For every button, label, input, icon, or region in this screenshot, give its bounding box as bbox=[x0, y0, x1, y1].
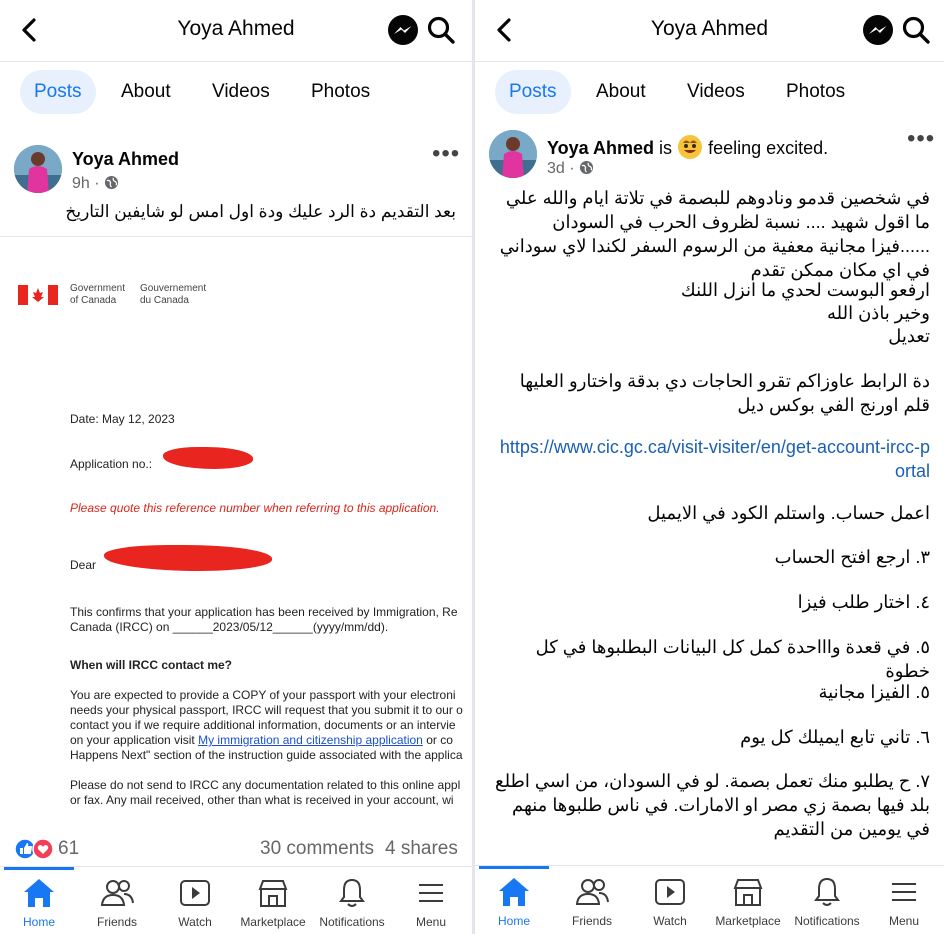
nav-label: Friends bbox=[96, 915, 137, 929]
tab-posts[interactable]: Posts bbox=[20, 70, 96, 114]
nav-home[interactable] bbox=[475, 876, 553, 928]
tab-videos[interactable]: Videos bbox=[687, 81, 745, 102]
doc-date: Date: May 12, 2023 bbox=[70, 412, 175, 426]
like-love-reaction-icon[interactable] bbox=[14, 838, 54, 860]
nav-label: Home bbox=[22, 915, 55, 929]
top-bar bbox=[475, 0, 944, 60]
top-divider bbox=[0, 61, 472, 62]
post-text-line: ٤. اختار طلب فيزا bbox=[797, 592, 930, 612]
globe-icon bbox=[104, 175, 119, 190]
post-author[interactable]: Yoya Ahmed bbox=[72, 149, 180, 169]
nav-label: Notifications bbox=[794, 914, 860, 928]
more-options-icon[interactable]: ••• bbox=[432, 140, 461, 167]
doc-paragraph-line: on your application visit bbox=[70, 733, 199, 747]
doc-paragraph-line: You are expected to provide a COPY of your passport with your electroni bbox=[70, 688, 456, 702]
nav-label: Marketplace bbox=[240, 915, 306, 929]
nav-menu[interactable] bbox=[865, 876, 943, 928]
profile-tabs bbox=[475, 70, 944, 116]
nav-label: Watch bbox=[178, 915, 212, 929]
doc-paragraph-line: Please do not send to IRCC any documentation related to this online appl bbox=[70, 778, 461, 792]
nav-label: Home bbox=[497, 914, 530, 928]
marketplace-icon bbox=[731, 876, 765, 908]
post-text-line: دة الرابط عاوزاكم تقرو الحاجات دي بدقة واختارو العليها قلم اورنج الفي بوكس ديل bbox=[519, 371, 930, 415]
post-author[interactable]: Yoya Ahmed bbox=[547, 138, 655, 158]
doc-paragraph-line: needs your physical passport, IRCC will request that you submit it to our o bbox=[70, 703, 463, 717]
post-text: بعد التقديم دة الرد عليك ودة اول امس لو شايفين التاريخ bbox=[65, 202, 456, 221]
post-is-label: is bbox=[659, 138, 673, 158]
watch-icon bbox=[178, 877, 212, 909]
post-text-line: ارفعو البوست لحدي ما انزل اللنك bbox=[680, 280, 930, 300]
post-time: 3d · bbox=[547, 160, 575, 177]
post-text-line: ٣. ارجع افتح الحساب bbox=[774, 547, 930, 567]
reaction-count[interactable]: 61 bbox=[58, 838, 80, 859]
post-text-line: وخير باذن الله bbox=[826, 303, 930, 323]
tab-about[interactable]: About bbox=[121, 81, 171, 102]
gov-fr-label: Gouvernement du Canada bbox=[140, 283, 207, 306]
tab-about[interactable]: About bbox=[596, 81, 646, 102]
post-text-line: اعمل حساب. واستلم الكود في الايميل bbox=[647, 503, 930, 523]
nav-watch[interactable] bbox=[631, 876, 709, 928]
nav-label: Menu bbox=[888, 914, 920, 928]
doc-paragraph-line: Happens Next" section of the instruction guide associated with the applica bbox=[70, 748, 463, 762]
nav-label: Friends bbox=[571, 914, 612, 928]
friends-icon bbox=[100, 877, 134, 909]
top-bar bbox=[0, 0, 472, 60]
doc-paragraph-line: contact you if we require additional information, documents or an intervie bbox=[70, 718, 456, 732]
excited-emoji-icon bbox=[677, 134, 703, 160]
top-divider bbox=[475, 61, 944, 62]
post-text-line: ٦. تاني تابع ايميلك كل يوم bbox=[740, 727, 930, 747]
nav-label: Marketplace bbox=[715, 914, 781, 928]
nav-label: Menu bbox=[415, 915, 447, 929]
nav-marketplace[interactable] bbox=[709, 876, 787, 928]
marketplace-icon bbox=[256, 877, 290, 909]
globe-icon bbox=[579, 160, 594, 175]
post-text-line: ٥. في قعدة واااحدة كمل كل البيانات البطلبوها في كل خطوة bbox=[535, 637, 930, 681]
nav-marketplace[interactable] bbox=[234, 877, 312, 929]
tab-photos[interactable]: Photos bbox=[311, 81, 371, 102]
menu-icon bbox=[414, 877, 448, 909]
bottom-nav bbox=[0, 866, 472, 934]
home-icon bbox=[497, 876, 531, 908]
nav-menu[interactable] bbox=[392, 877, 470, 929]
gov-en-label: Government of Canada bbox=[70, 283, 126, 306]
menu-icon bbox=[887, 876, 921, 908]
tab-photos[interactable]: Photos bbox=[786, 81, 846, 102]
search-icon[interactable] bbox=[901, 15, 931, 45]
doc-account-link[interactable]: My immigration and citizenship application bbox=[198, 733, 423, 747]
doc-quote-notice: Please quote this reference number when referring to this application. bbox=[70, 501, 440, 515]
nav-home[interactable] bbox=[0, 877, 78, 929]
post-text-line: ٧. ح يطلبو منك تعمل بصمة. لو في السودان، من اسي اطلع بلد فيها بصمة زي مصر او الامارات. في ناس طلبوها منهم في يومين من التقديم bbox=[495, 771, 930, 839]
bell-icon bbox=[335, 877, 369, 909]
profile-tabs bbox=[0, 70, 472, 116]
home-icon bbox=[22, 877, 56, 909]
reactions-bar bbox=[0, 832, 472, 866]
ircc-portal-link[interactable]: https://www.cic.gc.ca/visit-visiter/en/get-account-ircc-portal bbox=[499, 437, 930, 481]
tab-videos[interactable]: Videos bbox=[212, 81, 270, 102]
friends-icon bbox=[575, 876, 609, 908]
doc-application-no: Application no.: bbox=[70, 457, 153, 471]
doc-heading: When will IRCC contact me? bbox=[70, 658, 233, 672]
messenger-icon[interactable] bbox=[862, 14, 894, 46]
redaction-mark bbox=[104, 545, 272, 571]
watch-icon bbox=[653, 876, 687, 908]
avatar[interactable] bbox=[489, 130, 537, 178]
post-text-line: تعديل bbox=[888, 326, 930, 346]
doc-dear: Dear bbox=[70, 558, 97, 572]
bottom-nav bbox=[475, 865, 944, 934]
page-title: Yoya Ahmed bbox=[177, 17, 295, 40]
shares-count[interactable]: 4 shares bbox=[385, 838, 458, 859]
post-text-line: في شخصين قدمو ونادوهم للبصمة في تلاتة ايام والله علي ما اقول شهيد .... نسبة لظروف الحرب في السودان ......فيزا مجانية معفية من الرسوم السفر لكندا لاي سوداني في اي مكان ممكن تقدم bbox=[499, 188, 930, 280]
page-title: Yoya Ahmed bbox=[650, 17, 769, 40]
nav-watch[interactable] bbox=[156, 877, 234, 929]
avatar[interactable] bbox=[14, 145, 62, 193]
messenger-icon[interactable] bbox=[387, 14, 419, 46]
canada-flag-icon bbox=[18, 285, 58, 305]
doc-paragraph-line: or co bbox=[422, 733, 453, 747]
shared-document-image[interactable] bbox=[0, 236, 472, 827]
post-feeling: feeling excited. bbox=[708, 138, 829, 158]
right-screen bbox=[475, 0, 944, 934]
nav-notifications[interactable] bbox=[787, 876, 867, 928]
tab-posts[interactable]: Posts bbox=[495, 70, 571, 114]
active-tab-indicator bbox=[4, 867, 74, 870]
post-text-line: ٥. الفيزا مجانية bbox=[818, 682, 930, 702]
more-options-icon[interactable]: ••• bbox=[907, 125, 936, 152]
doc-confirm-line-2: Canada (IRCC) on ______2023/05/12______(yyyy/mm/dd). bbox=[70, 620, 389, 634]
nav-friends[interactable] bbox=[553, 876, 631, 928]
nav-label: Watch bbox=[653, 914, 687, 928]
nav-friends[interactable] bbox=[78, 877, 156, 929]
active-tab-indicator bbox=[479, 866, 549, 869]
post-time: 9h · bbox=[72, 175, 100, 192]
nav-notifications[interactable] bbox=[312, 877, 392, 929]
bell-icon bbox=[810, 876, 844, 908]
nav-label: Notifications bbox=[319, 915, 385, 929]
doc-paragraph-line: or fax. Any mail received, other than what is received in your account, wi bbox=[70, 793, 454, 807]
search-icon[interactable] bbox=[426, 15, 456, 45]
redaction-mark bbox=[163, 447, 253, 469]
doc-confirm-line-1: This confirms that your application has been received by Immigration, Re bbox=[70, 605, 458, 619]
comments-count[interactable]: 30 comments bbox=[260, 838, 375, 859]
